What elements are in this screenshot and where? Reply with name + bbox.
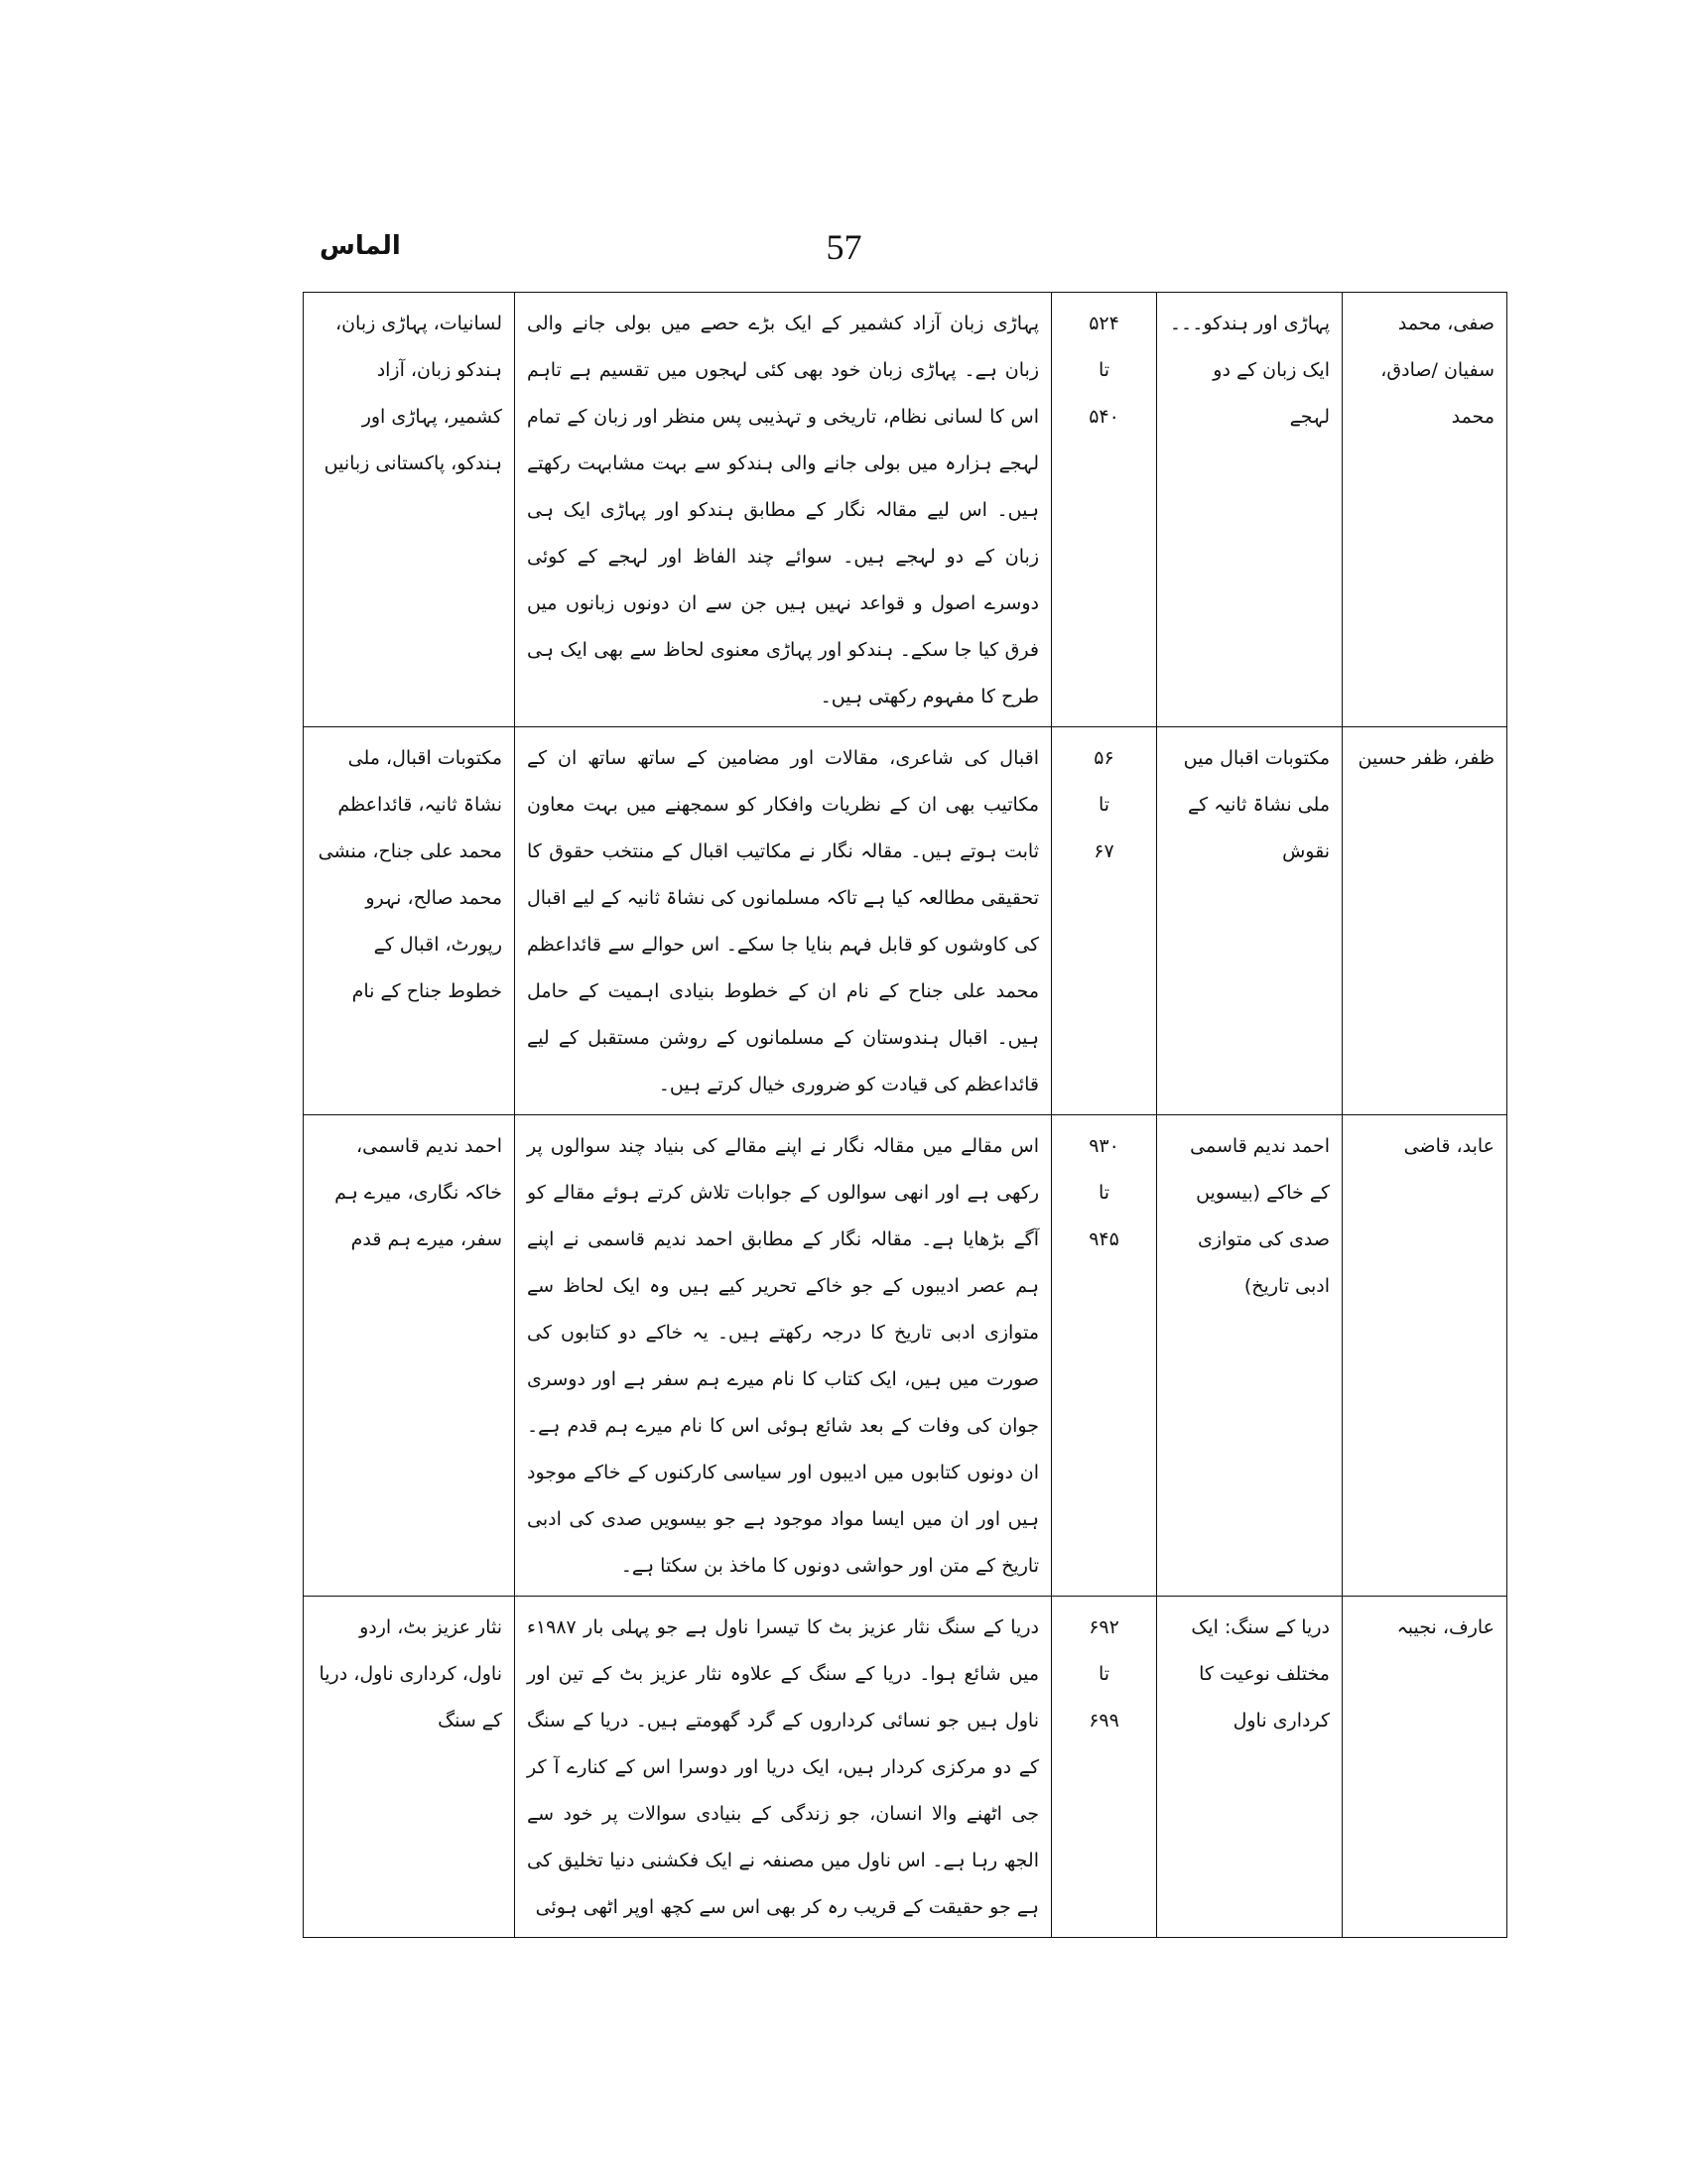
table-row: [304, 1115, 1507, 1597]
page-separator: تا: [1098, 1663, 1110, 1685]
author-cell: ظفر، ظفر حسین: [1343, 727, 1507, 1115]
keywords-cell: احمد ندیم قاسمی، خاکہ نگاری، میرے ہم سفر، میرے ہم قدم: [304, 1115, 515, 1597]
title-cell: احمد ندیم قاسمی کے خاکے (بیسویں صدی کی متوازی ادبی تاریخ): [1157, 1115, 1343, 1597]
title-cell: مکتوبات اقبال میں ملی نشاۃ ثانیہ کے نقوش: [1157, 727, 1343, 1115]
page-separator: تا: [1098, 359, 1110, 381]
page-separator: تا: [1098, 794, 1110, 816]
page-number: 57: [826, 227, 862, 267]
page-to: ۶۷: [1094, 840, 1114, 862]
keywords-cell: لسانیات، پہاڑی زبان، ہندکو زبان، آزاد کشمیر، پہاڑی اور ہندکو، پاکستانی زبانیں: [304, 293, 515, 727]
page-from: ۹۳۰: [1089, 1135, 1119, 1157]
index-table: [303, 292, 1507, 1938]
page-to: ۶۹۹: [1089, 1710, 1119, 1732]
keywords-cell: مکتوبات اقبال، ملی نشاۃ ثانیہ، قائداعظم محمد علی جناح، منشی محمد صالح، نہرو رپورٹ، اقبال کے خطوط جناح کے نام: [304, 727, 515, 1115]
summary-text: پہاڑی زبان آزاد کشمیر کے ایک بڑے حصے میں بولی جانے والی زبان ہے۔ پہاڑی زبان خود بھی کئی لہجوں میں تقسیم ہے تاہم اس کا لسانی نظام، تاریخی و تہذیبی پس منظر اور زبان کے تمام لہجے ہزارہ میں بولی جانے والی ہندکو سے بہت مشابہت رکھتے ہیں۔ اس لیے مقالہ نگار کے مطابق ہندکو اور پہاڑی ایک ہی زبان کے دو لہجے ہیں۔ سوائے چند الفاظ اور لہجے کے کوئی دوسرے اصول و قواعد نہیں ہیں جن سے ان دونوں زبانوں میں فرق کیا جا سکے۔ ہندکو اور پہاڑی معنوی لحاظ سے بھی ایک ہی طرح کا مفہوم رکھتی ہیں۔: [527, 313, 1039, 707]
summary-text: اقبال کی شاعری، مقالات اور مضامین کے ساتھ ساتھ ان کے مکاتیب بھی ان کے نظریات وافکار کو سمجھنے میں بہت معاون ثابت ہوتے ہیں۔ مقالہ نگار نے مکاتیب اقبال کے منتخب حقوق کا تحقیقی مطالعہ کیا ہے تاکہ مسلمانوں کی نشاۃ ثانیہ کے لیے اقبال کی کاوشوں کو قابل فہم بنایا جا سکے۔ اس حوالے سے قائداعظم محمد علی جناح کے نام ان کے خطوط بنیادی اہمیت کے حامل ہیں۔ اقبال ہندوستان کے مسلمانوں کے روشن مستقبل کے لیے قائداعظم کی قیادت کو ضروری خیال کرتے ہیں۔: [527, 747, 1039, 1095]
table-row: [304, 1597, 1507, 1938]
table-row: [304, 293, 1507, 727]
summary-cell: [515, 1597, 1052, 1938]
pages-cell: [1052, 1597, 1157, 1938]
keywords-cell: نثار عزیز بٹ، اردو ناول، کرداری ناول، دریا کے سنگ: [304, 1597, 515, 1938]
summary-cell: [515, 727, 1052, 1115]
summary-cell: [515, 1115, 1052, 1597]
author-cell: عابد، قاضی: [1343, 1115, 1507, 1597]
summary-text: اس مقالے میں مقالہ نگار نے اپنے مقالے کی بنیاد چند سوالوں پر رکھی ہے اور انھی سوالوں کے جوابات تلاش کرتے ہوئے مقالے کو آگے بڑھایا ہے۔ مقالہ نگار کے مطابق احمد ندیم قاسمی نے اپنے ہم عصر ادیبوں کے جو خاکے تحریر کیے ہیں وہ ایک لحاظ سے متوازی ادبی تاریخ کا درجہ رکھتے ہیں۔ یہ خاکے دو کتابوں کی صورت میں ہیں، ایک کتاب کا نام میرے ہم سفر ہے اور دوسری جوان کی وفات کے بعد شائع ہوئی اس کا نام میرے ہم قدم ہے۔ ان دونوں کتابوں میں ادیبوں اور سیاسی کارکنوں کے خاکے موجود ہیں اور ان میں ایسا مواد موجود ہے جو بیسویں صدی کی ادبی تاریخ کے متن اور حواشی دونوں کا ماخذ بن سکتا ہے۔: [527, 1135, 1039, 1577]
author-cell: صفی، محمد سفیان /صادق، محمد: [1343, 293, 1507, 727]
pages-cell: [1052, 293, 1157, 727]
summary-cell: [515, 293, 1052, 727]
journal-name: الماس: [320, 231, 401, 261]
page-separator: تا: [1098, 1182, 1110, 1204]
pages-cell: [1052, 1115, 1157, 1597]
page-from: ۵۲۴: [1089, 313, 1119, 334]
title-cell: دریا کے سنگ: ایک مختلف نوعیت کا کرداری ناول: [1157, 1597, 1343, 1938]
pages-cell: [1052, 727, 1157, 1115]
title-cell: پہاڑی اور ہندکو۔۔۔ایک زبان کے دو لہجے: [1157, 293, 1343, 727]
page-to: ۵۴۰: [1089, 406, 1119, 428]
page-from: ۶۹۲: [1089, 1616, 1119, 1638]
page-to: ۹۴۵: [1089, 1228, 1119, 1250]
summary-text: دریا کے سنگ نثار عزیز بٹ کا تیسرا ناول ہے جو پہلی بار ۱۹۸۷ء میں شائع ہوا۔ دریا کے سنگ کے علاوہ نثار عزیز بٹ کے تین اور ناول ہیں جو نسائی کرداروں کے گرد گھومتے ہیں۔ دریا کے سنگ کے دو مرکزی کردار ہیں، ایک دریا اور دوسرا اس کے کنارے آ کر جی اٹھنے والا انسان، جو زندگی کے بنیادی سوالات پر خود سے الجھ رہا ہے۔ اس ناول میں مصنفہ نے ایک فکشنی دنیا تخلیق کی ہے جو حقیقت کے قریب رہ کر بھی اس سے کچھ اوپر اٹھی ہوئی: [527, 1616, 1039, 1918]
table-row: [304, 727, 1507, 1115]
author-cell: عارف، نجیبہ: [1343, 1597, 1507, 1938]
page-from: ۵۶: [1094, 747, 1114, 769]
